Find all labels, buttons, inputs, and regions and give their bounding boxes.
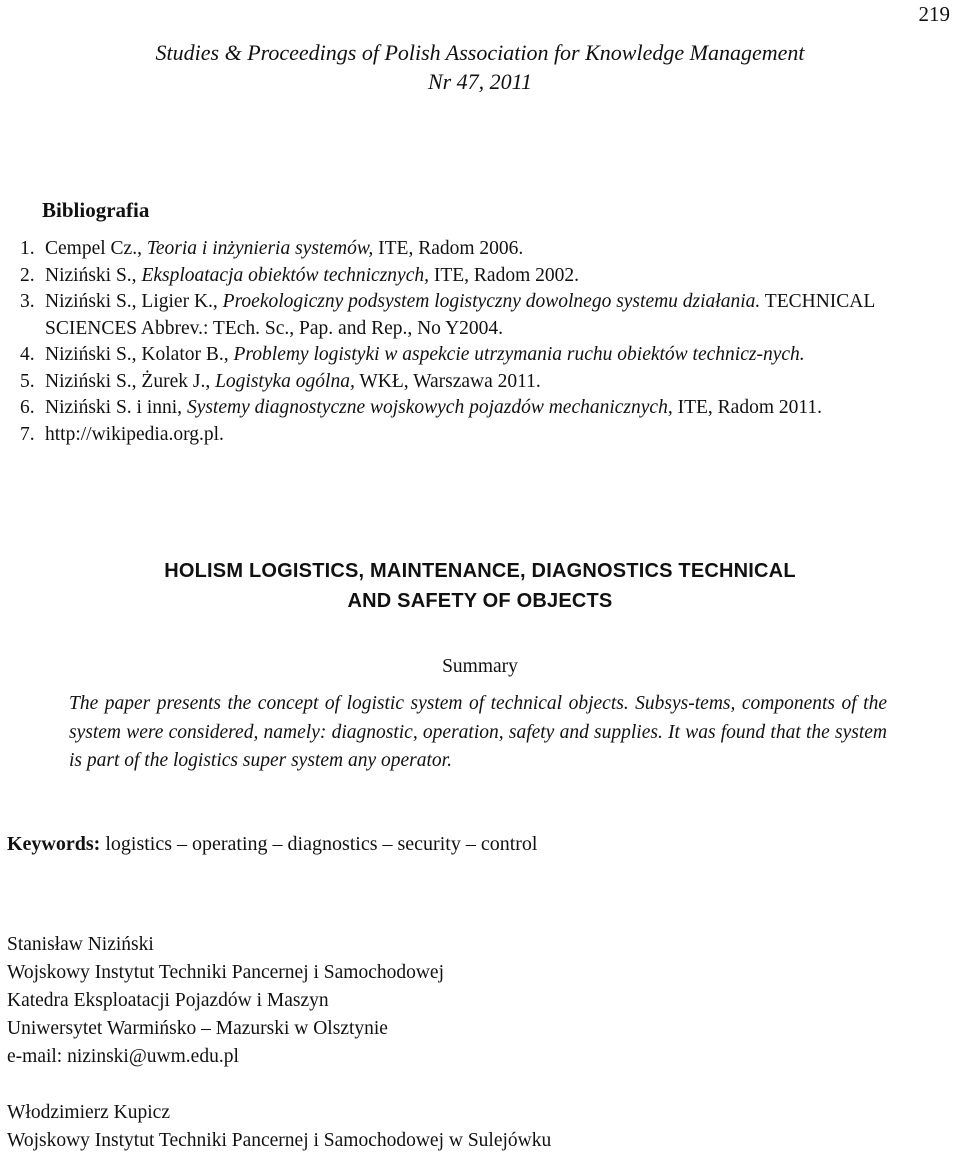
english-title bbox=[0, 556, 960, 616]
reference-publisher: ITE, Radom 2006. bbox=[373, 238, 524, 259]
reference-authors: Niziński S. i inni, bbox=[45, 397, 187, 418]
reference-number: 4. bbox=[20, 344, 35, 365]
reference-number: 5. bbox=[20, 370, 35, 392]
reference-item bbox=[0, 236, 960, 263]
reference-item bbox=[0, 263, 960, 290]
author-block bbox=[7, 931, 444, 1071]
reference-publisher: TECHNICAL SCIENCES Abbrev.: TEch. Sc., Pap. and Rep., No Y2004. bbox=[45, 291, 875, 339]
reference-title: Eksploatacja obiektów technicznych, bbox=[141, 264, 429, 286]
reference-title: Teoria i inżynieria systemów, bbox=[146, 238, 374, 259]
reference-authors: Niziński S., Żurek J., bbox=[45, 370, 216, 392]
reference-title: Logistyka ogólna, bbox=[215, 370, 355, 392]
reference-item bbox=[0, 342, 960, 369]
reference-publisher: WKŁ, Warszawa 2011. bbox=[354, 370, 541, 392]
reference-number: 7. bbox=[20, 423, 35, 445]
journal-header bbox=[0, 38, 960, 96]
reference-item bbox=[0, 289, 960, 342]
author-university: Uniwersytet Warmińsko – Mazurski w Olsztynie bbox=[7, 1018, 388, 1039]
bibliography-list bbox=[0, 236, 960, 448]
reference-number: 2. bbox=[20, 264, 35, 286]
reference-publisher: ITE, Radom 2002. bbox=[428, 264, 580, 286]
reference-item bbox=[0, 422, 960, 449]
reference-number: 3. bbox=[20, 291, 35, 312]
author-name: Stanisław Niziński bbox=[7, 934, 154, 955]
keywords bbox=[7, 833, 537, 856]
keywords-label: Keywords: bbox=[7, 833, 101, 855]
page-number: 219 bbox=[918, 2, 950, 26]
bibliography-heading: Bibliografia bbox=[42, 198, 150, 222]
reference-authors: Niziński S., Ligier K., bbox=[45, 291, 223, 312]
author-name: Włodzimierz Kupicz bbox=[7, 1102, 170, 1123]
reference-authors: Niziński S., bbox=[45, 264, 142, 286]
author-affiliation: Wojskowy Instytut Techniki Pancernej i Samochodowej w Sulejówku bbox=[7, 1130, 552, 1151]
reference-publisher: ITE, Radom 2011. bbox=[672, 397, 823, 418]
reference-item bbox=[0, 395, 960, 422]
reference-number: 6. bbox=[20, 397, 35, 418]
reference-authors: Niziński S., Kolator B., bbox=[45, 344, 234, 365]
journal-title: Studies & Proceedings of Polish Association for Knowledge Management bbox=[155, 40, 805, 65]
summary-text: The paper presents the concept of logistic system of technical objects. Subsys-tems, components of the system were considered, namely: diagnostic, operation, safety and supplies. It was found that the system is part of the logistics super system any operator. bbox=[69, 693, 887, 771]
english-title-line2: AND SAFETY OF OBJECTS bbox=[347, 590, 613, 612]
reference-title: Systemy diagnostyczne wojskowych pojazdów mechanicznych, bbox=[186, 397, 673, 418]
summary-heading: Summary bbox=[442, 656, 518, 677]
reference-authors: Cempel Cz., bbox=[45, 238, 147, 259]
reference-title: Problemy logistyki w aspekcie utrzymania ruchu obiektów technicz-nych. bbox=[233, 344, 805, 365]
reference-number: 1. bbox=[20, 238, 35, 259]
reference-link[interactable]: http://wikipedia.org.pl. bbox=[45, 423, 224, 445]
reference-item bbox=[0, 369, 960, 396]
journal-issue: Nr 47, 2011 bbox=[427, 69, 533, 94]
keywords-text: logistics – operating – diagnostics – security – control bbox=[100, 833, 538, 855]
reference-title: Proekologiczny podsystem logistyczny dowolnego systemu działania. bbox=[222, 291, 761, 312]
author-affiliation: Wojskowy Instytut Techniki Pancernej i Samochodowej bbox=[7, 962, 445, 983]
author-email[interactable]: e-mail: nizinski@uwm.edu.pl bbox=[7, 1046, 239, 1067]
author-department: Katedra Eksploatacji Pojazdów i Maszyn bbox=[7, 990, 329, 1011]
author-block bbox=[7, 1099, 551, 1155]
english-title-line1: HOLISM LOGISTICS, MAINTENANCE, DIAGNOSTICS TECHNICAL bbox=[164, 560, 796, 582]
